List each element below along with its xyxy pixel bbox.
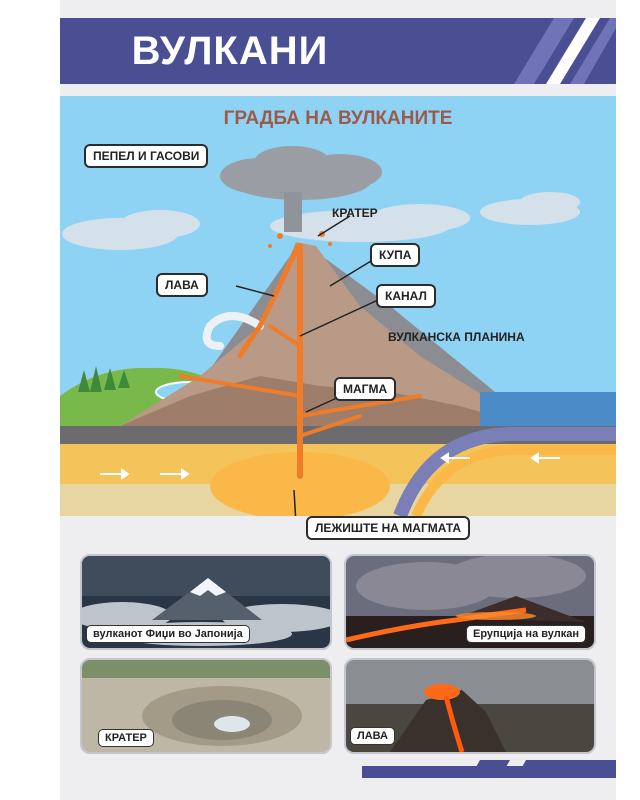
label-magma: МАГМА [334, 377, 396, 401]
diagram-subtitle: ГРАДБА НА ВУЛКАНИТЕ [223, 108, 453, 129]
header-stripes [496, 18, 616, 84]
label-magma-chamber: ЛЕЖИШТЕ НА МАГМАТА [306, 516, 470, 540]
caption-crater: КРАТЕР [98, 729, 154, 747]
caption-lava: ЛАВА [350, 727, 395, 745]
label-crater: КРАТЕР [332, 206, 378, 220]
label-lava: ЛАВА [156, 273, 208, 297]
label-cone: КУПА [370, 243, 420, 267]
label-ash: ПЕПЕЛ И ГАСОВИ [84, 144, 208, 168]
caption-fuji: вулканот Фиџи во Јапонија [86, 625, 250, 643]
label-mountain: ВУЛКАНСКА ПЛАНИНА [388, 330, 525, 344]
poster [60, 0, 616, 800]
caption-eruption: Ерупција на вулкан [466, 625, 586, 643]
footer-stripes [470, 760, 616, 778]
page-title: ВУЛКАНИ [131, 29, 329, 73]
label-channel: КАНАЛ [376, 284, 436, 308]
